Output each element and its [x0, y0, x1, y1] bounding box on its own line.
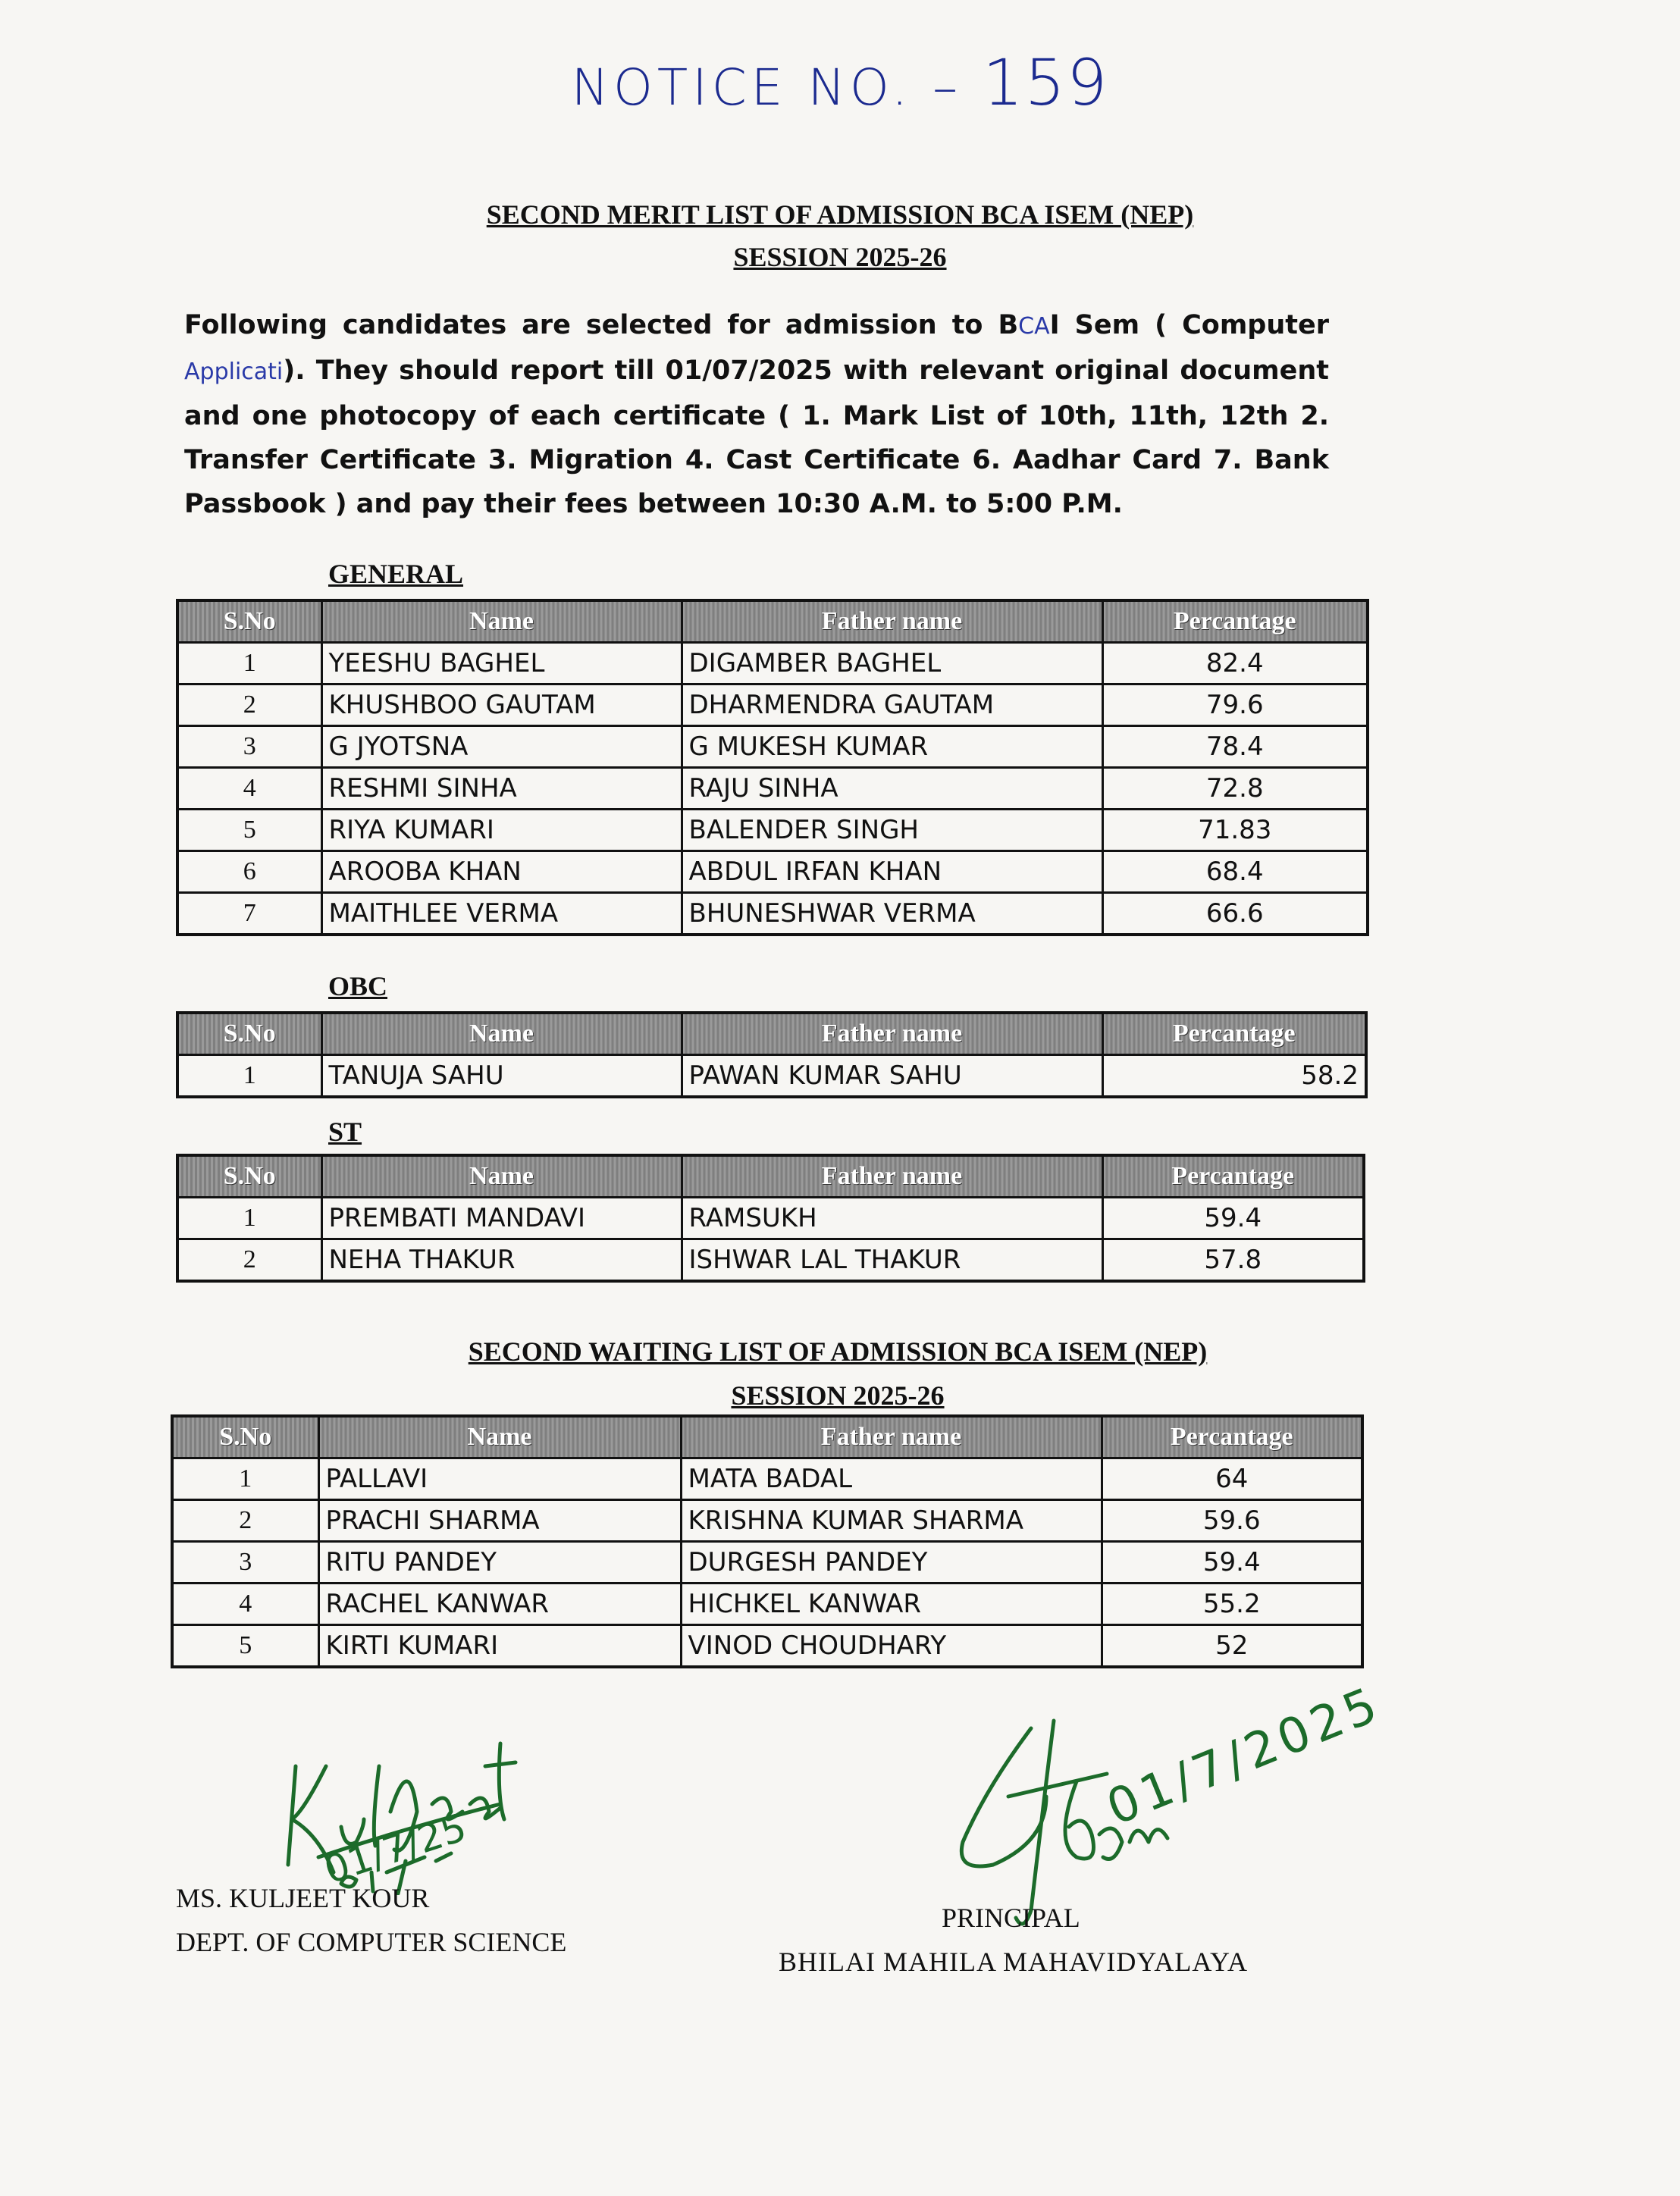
cell-name: MAITHLEE VERMA [321, 893, 682, 935]
handwritten-application: Applicati [184, 359, 284, 385]
header-name: Name [321, 1155, 682, 1198]
general-table [176, 599, 1369, 936]
cell-name: RIYA KUMARI [321, 810, 682, 851]
header-name: Name [318, 1416, 681, 1458]
left-signature-date: 01/7/25 [318, 1805, 472, 1893]
cell-sno: 2 [177, 684, 321, 726]
table-row [172, 1500, 1362, 1542]
header-sno: S.No [177, 1155, 321, 1198]
table-row [177, 1055, 1366, 1098]
cell-father: BALENDER SINGH [682, 810, 1102, 851]
table-row [177, 1198, 1364, 1239]
cell-percent: 55.2 [1102, 1584, 1362, 1625]
cell-sno: 6 [177, 851, 321, 893]
cell-name: G JYOTSNA [321, 726, 682, 768]
signatory-name: MS. KULJEET KOUR [176, 1883, 430, 1913]
cell-name: NEHA THAKUR [321, 1239, 682, 1282]
cell-father: ABDUL IRFAN KHAN [682, 851, 1102, 893]
cell-percent: 66.6 [1102, 893, 1368, 935]
cell-sno: 3 [177, 726, 321, 768]
header-percent: Percantage [1102, 1416, 1362, 1458]
cell-name: YEESHU BAGHEL [321, 643, 682, 684]
header-sno: S.No [177, 1013, 321, 1055]
cell-sno: 1 [177, 1055, 321, 1098]
notice-number [0, 45, 1680, 120]
cell-percent: 64 [1102, 1458, 1362, 1500]
table-row [177, 768, 1368, 810]
header-name: Name [321, 1013, 682, 1055]
cell-percent: 82.4 [1102, 643, 1368, 684]
header-father: Father name [682, 600, 1102, 643]
cell-sno: 7 [177, 893, 321, 935]
st-table [176, 1154, 1365, 1283]
header-sno: S.No [172, 1416, 318, 1458]
obc-table [176, 1011, 1368, 1098]
cell-name: RACHEL KANWAR [318, 1584, 681, 1625]
waiting-table [171, 1414, 1364, 1668]
cell-father: DHARMENDRA GAUTAM [682, 684, 1102, 726]
handwritten-ca: CA [1018, 313, 1050, 340]
cell-father: RAMSUKH [682, 1198, 1102, 1239]
header-father: Father name [681, 1416, 1102, 1458]
cell-sno: 1 [177, 1198, 321, 1239]
cell-father: ISHWAR LAL THAKUR [682, 1239, 1102, 1282]
cell-percent: 58.2 [1102, 1055, 1366, 1098]
table-row [172, 1458, 1362, 1500]
cell-father: MATA BADAL [681, 1458, 1102, 1500]
notice-dash: – [932, 58, 963, 117]
cell-name: PRACHI SHARMA [318, 1500, 681, 1542]
cell-sno: 2 [172, 1500, 318, 1542]
header-percent: Percantage [1102, 1155, 1364, 1198]
cell-father: BHUNESHWAR VERMA [682, 893, 1102, 935]
cell-percent: 68.4 [1102, 851, 1368, 893]
table-row [177, 810, 1368, 851]
table-header-row [177, 1155, 1364, 1198]
cell-father: DURGESH PANDEY [681, 1542, 1102, 1584]
table-row [177, 643, 1368, 684]
cell-father: KRISHNA KUMAR SHARMA [681, 1500, 1102, 1542]
waiting-title: SECOND WAITING LIST OF ADMISSION BCA ISEM (NEP) [468, 1336, 1208, 1367]
st-label: ST [328, 1117, 362, 1147]
cell-name: KHUSHBOO GAUTAM [321, 684, 682, 726]
signatory-dept: DEPT. OF COMPUTER SCIENCE [176, 1927, 567, 1957]
cell-sno: 1 [172, 1458, 318, 1500]
header-percent: Percantage [1102, 600, 1368, 643]
cell-sno: 4 [177, 768, 321, 810]
obc-label: OBC [328, 971, 388, 1001]
cell-father: PAWAN KUMAR SAHU [682, 1055, 1102, 1098]
table-header-row [177, 600, 1368, 643]
table-row [172, 1542, 1362, 1584]
table-row [177, 893, 1368, 935]
notice-prefix: NOTICE NO. [571, 58, 913, 117]
header-percent: Percantage [1102, 1013, 1366, 1055]
table-row [172, 1625, 1362, 1668]
cell-name: PREMBATI MANDAVI [321, 1198, 682, 1239]
cell-sno: 2 [177, 1239, 321, 1282]
cell-percent: 52 [1102, 1625, 1362, 1668]
table-row [177, 1239, 1364, 1282]
notice-number-value: 159 [983, 45, 1109, 120]
cell-father: VINOD CHOUDHARY [681, 1625, 1102, 1668]
cell-percent: 78.4 [1102, 726, 1368, 768]
cell-percent: 79.6 [1102, 684, 1368, 726]
table-row [177, 726, 1368, 768]
cell-sno: 4 [172, 1584, 318, 1625]
table-header-row [172, 1416, 1362, 1458]
header-sno: S.No [177, 600, 321, 643]
cell-percent: 71.83 [1102, 810, 1368, 851]
college-name: BHILAI MAHILA MAHAVIDYALAYA [779, 1947, 1249, 1977]
cell-percent: 59.4 [1102, 1198, 1364, 1239]
header-name: Name [321, 600, 682, 643]
principal-signature-date: 01/7/2025 [1099, 1676, 1390, 1837]
waiting-session: SESSION 2025-26 [731, 1380, 945, 1411]
cell-sno: 1 [177, 643, 321, 684]
cell-name: RESHMI SINHA [321, 768, 682, 810]
cell-percent: 72.8 [1102, 768, 1368, 810]
cell-sno: 5 [172, 1625, 318, 1668]
principal-title: PRINCIPAL [942, 1903, 1080, 1933]
cell-father: HICHKEL KANWAR [681, 1584, 1102, 1625]
merit-title: SECOND MERIT LIST OF ADMISSION BCA ISEM (NEP) [486, 199, 1194, 230]
cell-name: TANUJA SAHU [321, 1055, 682, 1098]
cell-father: RAJU SINHA [682, 768, 1102, 810]
cell-name: RITU PANDEY [318, 1542, 681, 1584]
cell-percent: 59.4 [1102, 1542, 1362, 1584]
cell-father: DIGAMBER BAGHEL [682, 643, 1102, 684]
cell-name: PALLAVI [318, 1458, 681, 1500]
cell-name: AROOBA KHAN [321, 851, 682, 893]
cell-percent: 59.6 [1102, 1500, 1362, 1542]
table-row [177, 684, 1368, 726]
table-header-row [177, 1013, 1366, 1055]
merit-session: SESSION 2025-26 [733, 242, 947, 272]
table-row [172, 1584, 1362, 1625]
cell-sno: 3 [172, 1542, 318, 1584]
cell-percent: 57.8 [1102, 1239, 1364, 1282]
general-label: GENERAL [328, 559, 464, 589]
cell-sno: 5 [177, 810, 321, 851]
header-father: Father name [682, 1013, 1102, 1055]
header-father: Father name [682, 1155, 1102, 1198]
table-row [177, 851, 1368, 893]
intro-paragraph: Following candidates are selected for admission to BCAI Sem ( Computer Applicati). They should report till 01/07/2025 with relevant original document and one photocopy of each certificate ( 1. Mark List of 10th, 11th, 12th 2. Transfer Certificate 3. Migration 4. Cast Certificate 6. Aadhar Card 7. Bank Passbook ) and pay their fees between 10:30 A.M. to 5:00 P.M. [184, 310, 1330, 519]
cell-name: KIRTI KUMARI [318, 1625, 681, 1668]
cell-father: G MUKESH KUMAR [682, 726, 1102, 768]
